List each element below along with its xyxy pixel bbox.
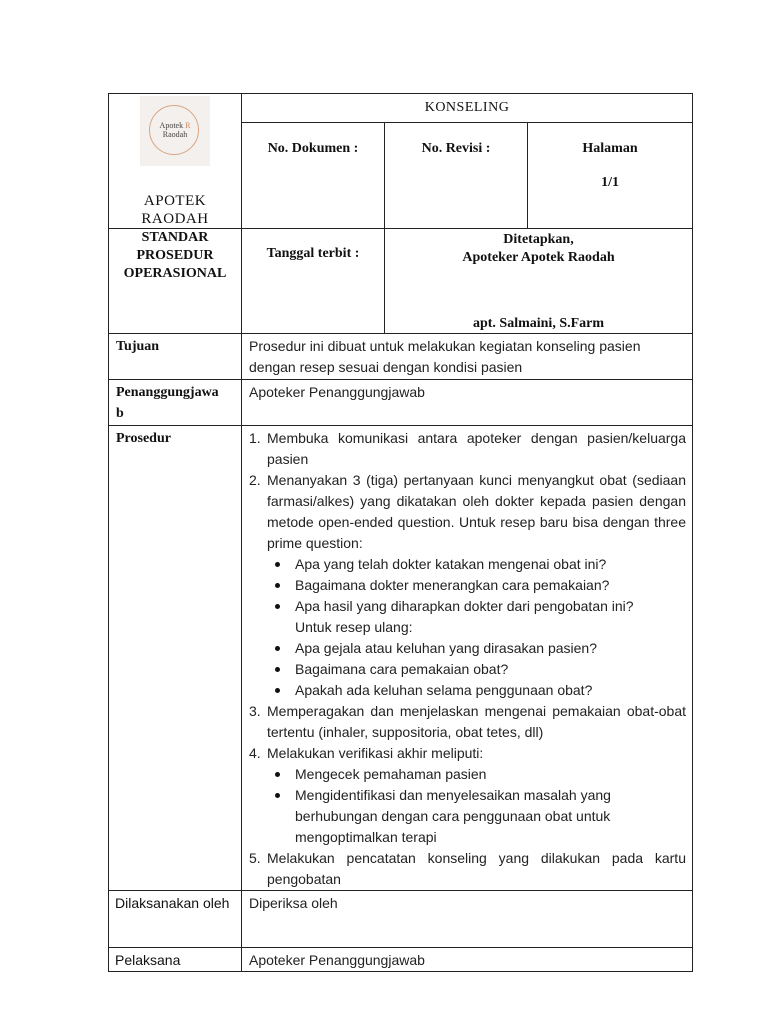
sop-title-line3: OPERASIONAL bbox=[123, 266, 227, 281]
bullet-item: Bagaimana dokter menerangkan cara pemakaian? bbox=[267, 575, 686, 596]
procedure-content bbox=[242, 426, 693, 891]
logo-cell bbox=[109, 94, 242, 229]
bullet-item: Apa gejala atau keluhan yang dirasakan pasien? bbox=[267, 638, 686, 659]
procedure-label: Prosedur bbox=[109, 426, 242, 891]
approver-name: apt. Salmaini, S.Farm bbox=[472, 316, 605, 331]
step-text: Memperagakan dan menjelaskan mengenai pemakaian obat-obat tertentu (inhaler, suppositoria, obat tetes, dll) bbox=[267, 703, 686, 740]
approver-title: Apoteker Apotek Raodah bbox=[462, 250, 615, 265]
bullet-item: Apakah ada keluhan selama penggunaan obat? bbox=[267, 680, 686, 701]
purpose-label: Tujuan bbox=[109, 334, 242, 380]
sop-title-line1: STANDAR bbox=[141, 230, 209, 245]
org-name bbox=[109, 192, 241, 228]
bullet-item: Bagaimana cara pemakaian obat? bbox=[267, 659, 686, 680]
procedure-step bbox=[249, 848, 686, 890]
org-name-line2: RAODAH bbox=[141, 211, 209, 227]
bullet-item: Apa yang telah dokter katakan mengenai obat ini? bbox=[267, 554, 686, 575]
logo-text-line2: Raodah bbox=[162, 130, 188, 139]
responsible-label-line2: b bbox=[116, 406, 124, 421]
checked-by-label: Diperiksa oleh bbox=[242, 891, 693, 948]
sop-header-table bbox=[108, 93, 693, 334]
step-number: 1. bbox=[249, 430, 261, 446]
step-text: Menanyakan 3 (tiga) pertanyaan kunci menyangkut obat (sediaan farmasi/alkes) yang dikatakan oleh dokter kepada pasien dengan metode open-ended question. Untuk resep baru bisa dengan three prime question: bbox=[267, 472, 686, 551]
doc-number-label: No. Dokumen : bbox=[242, 122, 385, 228]
org-name-line1: APOTEK bbox=[143, 193, 207, 209]
sop-title-line2: PROSEDUR bbox=[136, 248, 214, 263]
logo-mark: R bbox=[185, 121, 191, 130]
responsible-text: Apoteker Penanggungjawab bbox=[242, 380, 693, 426]
sop-document bbox=[108, 93, 692, 972]
step2-questions-new bbox=[267, 554, 686, 617]
revision-label: No. Revisi : bbox=[385, 122, 528, 228]
page-number: 1/1 bbox=[601, 174, 619, 190]
bullet-item: Mengidentifikasi dan menyelesaikan masalah yang berhubungan dengan cara penggunaan obat untuk mengoptimalkan terapi bbox=[267, 785, 686, 848]
procedure-step bbox=[249, 701, 686, 743]
executor-text: Apoteker Penanggungjawab bbox=[242, 948, 693, 972]
executed-by-label: Dilaksanakan oleh bbox=[109, 891, 242, 948]
procedure-step bbox=[249, 428, 686, 470]
step-number: 3. bbox=[249, 703, 261, 719]
apotek-logo bbox=[140, 96, 210, 166]
responsible-label-line1: Penanggungjawa bbox=[116, 385, 219, 400]
step2-questions-repeat bbox=[267, 638, 686, 701]
page-label: Halaman bbox=[582, 140, 638, 156]
step-number: 4. bbox=[249, 745, 261, 761]
step-text: Membuka komunikasi antara apoteker dengan pasien/keluarga pasien bbox=[267, 430, 686, 467]
procedure-step bbox=[249, 470, 686, 554]
step-number: 5. bbox=[249, 850, 261, 866]
procedure-steps-end bbox=[249, 848, 686, 890]
step4-checks bbox=[267, 764, 686, 848]
document-title: KONSELING bbox=[242, 94, 693, 123]
approved-label: Ditetapkan, bbox=[503, 232, 574, 247]
executor-label: Pelaksana bbox=[109, 948, 242, 972]
step-text: Melakukan verifikasi akhir meliputi: bbox=[267, 745, 484, 761]
procedure-steps-cont bbox=[249, 701, 686, 764]
procedure-steps bbox=[249, 428, 686, 554]
logo-text-line1: Apotek bbox=[159, 121, 184, 130]
purpose-text: Prosedur ini dibuat untuk melakukan kegiatan konseling pasien dengan resep sesuai dengan kondisi pasien bbox=[242, 334, 693, 380]
page-info bbox=[528, 122, 693, 228]
procedure-step bbox=[249, 743, 686, 764]
approval-block bbox=[385, 229, 693, 334]
sop-title bbox=[109, 229, 242, 334]
bullet-item: Mengecek pemahaman pasien bbox=[267, 764, 686, 785]
bullet-item: Apa hasil yang diharapkan dokter dari pengobatan ini? bbox=[267, 596, 686, 617]
sop-body-table bbox=[108, 333, 693, 972]
step-text: Melakukan pencatatan konseling yang dilakukan pada kartu pengobatan bbox=[267, 850, 686, 887]
step-number: 2. bbox=[249, 472, 261, 488]
issue-date-label: Tanggal terbit : bbox=[242, 229, 385, 334]
step2-note: Untuk resep ulang: bbox=[295, 619, 413, 635]
responsible-label bbox=[109, 380, 242, 426]
